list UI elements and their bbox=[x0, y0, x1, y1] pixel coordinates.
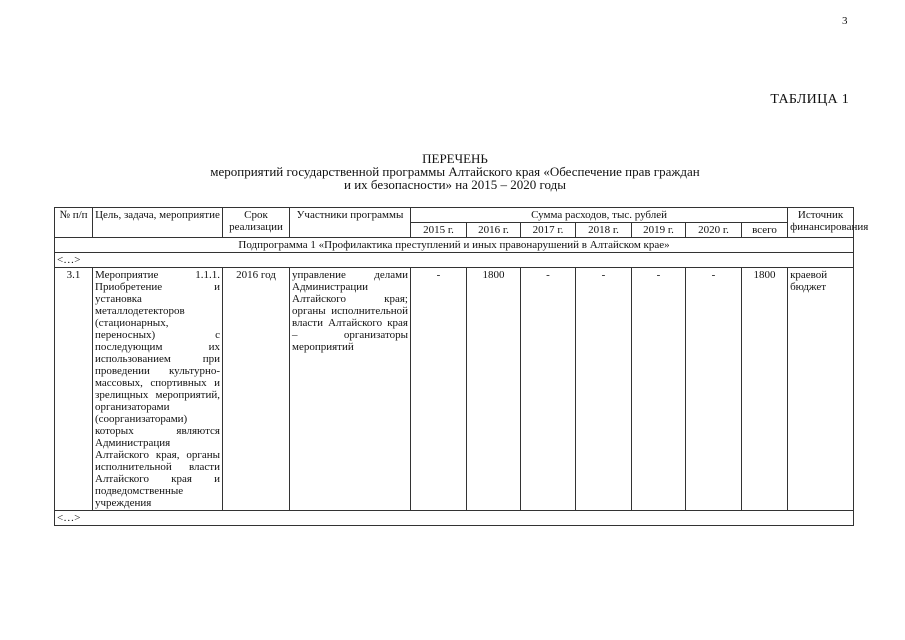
header-num: № п/п bbox=[55, 208, 93, 238]
row-term: 2016 год bbox=[223, 268, 290, 511]
row-participants: управление делами Администрации Алтайского края; органы исполнительной власти Алтайского края – организаторы мероприятий bbox=[290, 268, 411, 511]
header-source: Источник финансирования bbox=[788, 208, 854, 238]
subprogram-row bbox=[55, 238, 854, 253]
header-sum: Сумма расходов, тыс. рублей bbox=[411, 208, 788, 223]
expense-table bbox=[54, 207, 869, 526]
header-goal: Цель, задача, мероприятие bbox=[93, 208, 223, 238]
header-row-1 bbox=[55, 208, 854, 223]
ellipsis-bottom: <…> bbox=[55, 511, 854, 526]
row-source: краевой бюджет bbox=[788, 268, 854, 511]
page-number: 3 bbox=[842, 15, 848, 27]
header-year-2020: 2020 г. bbox=[686, 223, 742, 238]
title-line-3: и их безопасности» на 2015 – 2020 годы bbox=[344, 177, 566, 192]
subprogram-title: Подпрограмма 1 «Профилактика преступлений и иных правонарушений в Алтайском крае» bbox=[55, 238, 854, 253]
header-year-2017: 2017 г. bbox=[521, 223, 576, 238]
table-label: ТАБЛИЦА 1 bbox=[770, 92, 849, 107]
title-line-2: мероприятий государственной программы Алтайского края «Обеспечение прав граждан bbox=[210, 164, 700, 179]
document-title bbox=[150, 152, 760, 191]
header-total: всего bbox=[742, 223, 788, 238]
row-value-2016: 1800 bbox=[467, 268, 521, 511]
header-term: Срок реализации bbox=[223, 208, 290, 238]
row-value-total: 1800 bbox=[742, 268, 788, 511]
row-value-2017: - bbox=[521, 268, 576, 511]
ellipsis-row-bottom bbox=[55, 511, 854, 526]
row-value-2015: - bbox=[411, 268, 467, 511]
table-row bbox=[55, 268, 854, 511]
header-year-2016: 2016 г. bbox=[467, 223, 521, 238]
row-num: 3.1 bbox=[55, 268, 93, 511]
header-participants: Участники программы bbox=[290, 208, 411, 238]
header-year-2015: 2015 г. bbox=[411, 223, 467, 238]
title-line-1: ПЕРЕЧЕНЬ bbox=[422, 151, 488, 166]
ellipsis-row-top bbox=[55, 253, 854, 268]
ellipsis-top: <…> bbox=[55, 253, 854, 268]
row-value-2019: - bbox=[632, 268, 686, 511]
header-year-2018: 2018 г. bbox=[576, 223, 632, 238]
row-value-2020: - bbox=[686, 268, 742, 511]
header-year-2019: 2019 г. bbox=[632, 223, 686, 238]
row-goal: Мероприятие 1.1.1. Приобретение и установка металлодетекторов (стационарных, переносных) с последующим их использованием при проведении культурно-массовых, спортивных и зрелищных мероприятий, организаторами (соорганизаторами) которых являются Администрация Алтайского края, органы исполнительной власти Алтайского края и подведомственные учреждения bbox=[93, 268, 223, 511]
row-value-2018: - bbox=[576, 268, 632, 511]
